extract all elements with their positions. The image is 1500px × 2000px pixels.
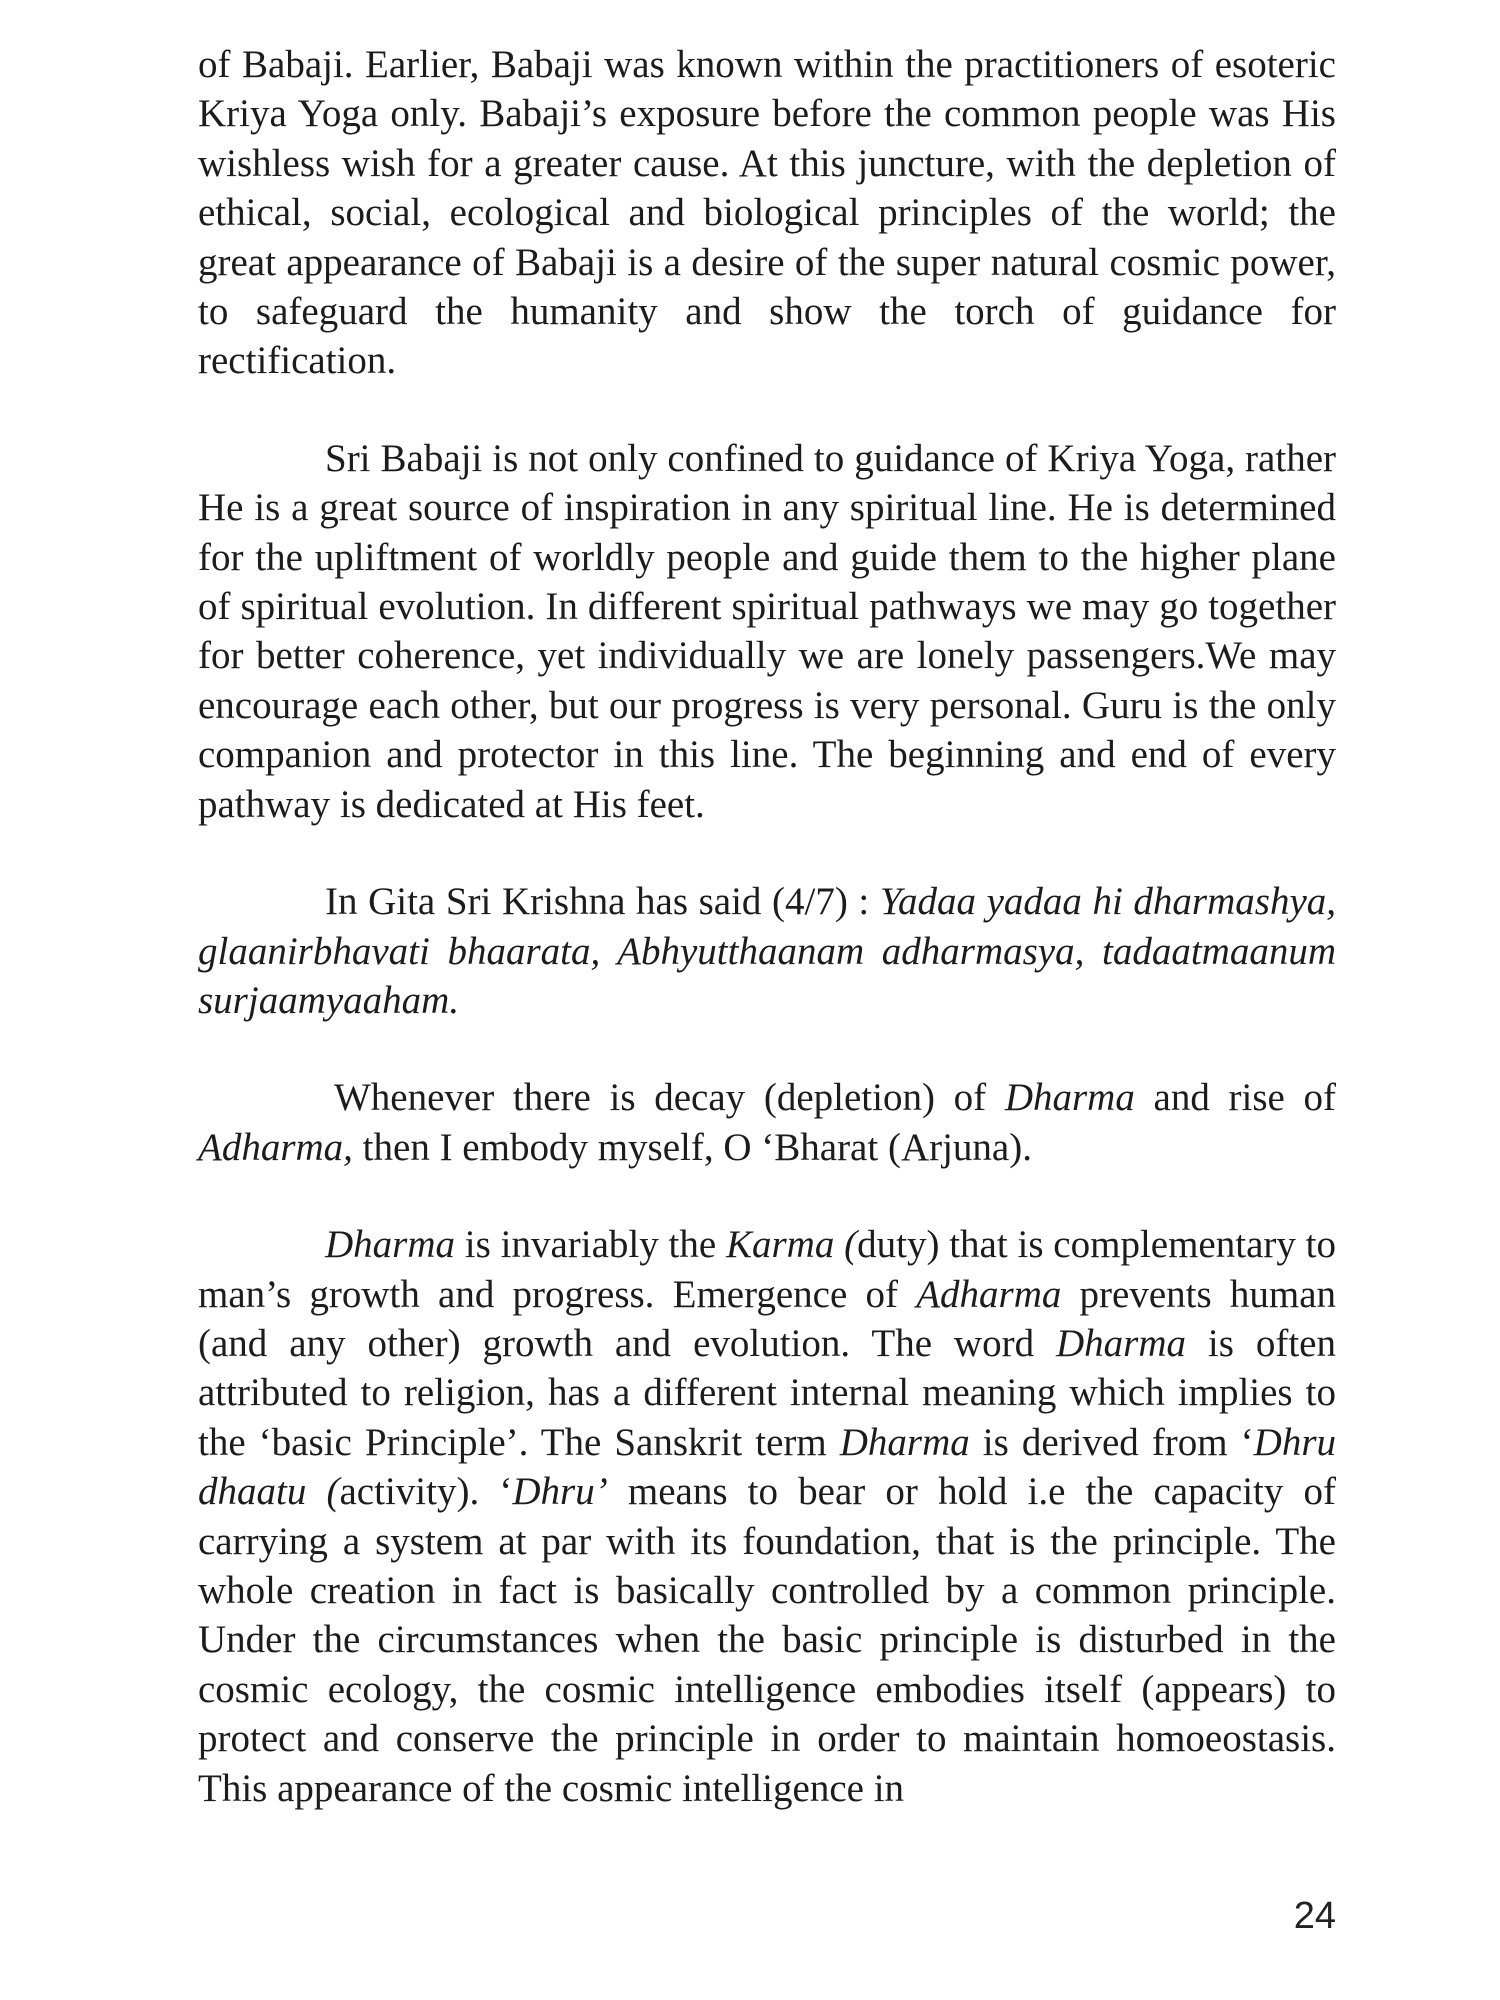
paragraph-text: is often attributed to religion, has a different internal meaning which implies to the ‘basic Principle’. The Sanskrit term — [198, 1321, 1336, 1464]
sanskrit-verse: Yadaa yadaa hi dharmashya, glaanirbhavati bhaarata, Abhyutthaanam adharmasya, tadaatmaanum surjaamyaaham. — [198, 880, 1337, 1022]
paragraph-text: In Gita Sri Krishna has said (4/7) : — [325, 880, 880, 924]
paragraph-text: duty) that is complementary to man’s growth and progress. Emergence of — [198, 1223, 1336, 1316]
term-dhru-dhaatu: Dhru dhaatu ( — [198, 1420, 1336, 1514]
paragraph-text: means to bear or hold i.e the capacity of carrying a system at par with its foundation, that is the principle. The whole creation in fact is basically controlled by a common principle. Under the circumstances when the basic principle is disturbed in the cosmic ecology, the cosmic intelligence embodies itself (appears) to protect and conserve the principle in order to maintain homoeostasis. This appearance of the cosmic intelligence in — [198, 1470, 1337, 1810]
paragraph-verse-translation — [198, 1073, 1336, 1172]
paragraph-text: of Babaji. Earlier, Babaji was known within the practitioners of esoteric Kriya Yoga only. Babaji’s exposure before the common people was His wishless wish for a greater cause. At this juncture, with the depletion of ethical, social, ecological and biological principles of the world; the great appearance of Babaji is a desire of the super natural cosmic power, to safeguard the humanity and show the torch of guidance for rectification. — [198, 43, 1336, 383]
paragraph-text: is derived from ‘ — [969, 1420, 1254, 1464]
paragraph-text: prevents human (and any other) growth and evolution. The word — [198, 1272, 1337, 1365]
term-adharma: Adharma, — [198, 1125, 353, 1169]
term-dhru: Dhru’ — [512, 1470, 608, 1514]
term-karma: Karma ( — [725, 1223, 858, 1267]
term-dharma: Dharma — [325, 1223, 456, 1267]
document-page — [198, 40, 1336, 1861]
term-dharma: Dharma — [1056, 1321, 1187, 1365]
paragraph-sri-babaji — [198, 434, 1336, 829]
paragraph-text: then I embody myself, O ‘Bharat (Arjuna). — [352, 1125, 1032, 1169]
paragraph-text: Whenever there is decay (depletion) of — [334, 1076, 1005, 1120]
term-dharma: Dharma — [1004, 1076, 1135, 1120]
paragraph-text: and rise of — [1134, 1076, 1337, 1120]
paragraph-text: Sri Babaji is not only confined to guidance of Kriya Yoga, rather He is a great source of inspiration in any spiritual line. He is determined for the upliftment of worldly people and guide them to the higher plane of spiritual evolution. In different spiritual pathways we may go together for better coherence, yet individually we are lonely passengers.We may encourage each other, but our progress is very personal. Guru is the only companion and protector in this line. The beginning and end of every pathway is dedicated at His feet. — [198, 436, 1336, 826]
paragraph-text: is invariably the — [455, 1223, 726, 1267]
paragraph-dharma-meaning — [198, 1220, 1336, 1813]
paragraph-text: activity). ‘ — [339, 1470, 513, 1514]
page-number: 24 — [1293, 1895, 1336, 1937]
paragraph-gita-quote — [198, 877, 1336, 1025]
term-adharma: Adharma — [916, 1272, 1062, 1316]
term-dharma: Dharma — [839, 1420, 970, 1464]
paragraph-babaji-exposure — [198, 40, 1336, 386]
